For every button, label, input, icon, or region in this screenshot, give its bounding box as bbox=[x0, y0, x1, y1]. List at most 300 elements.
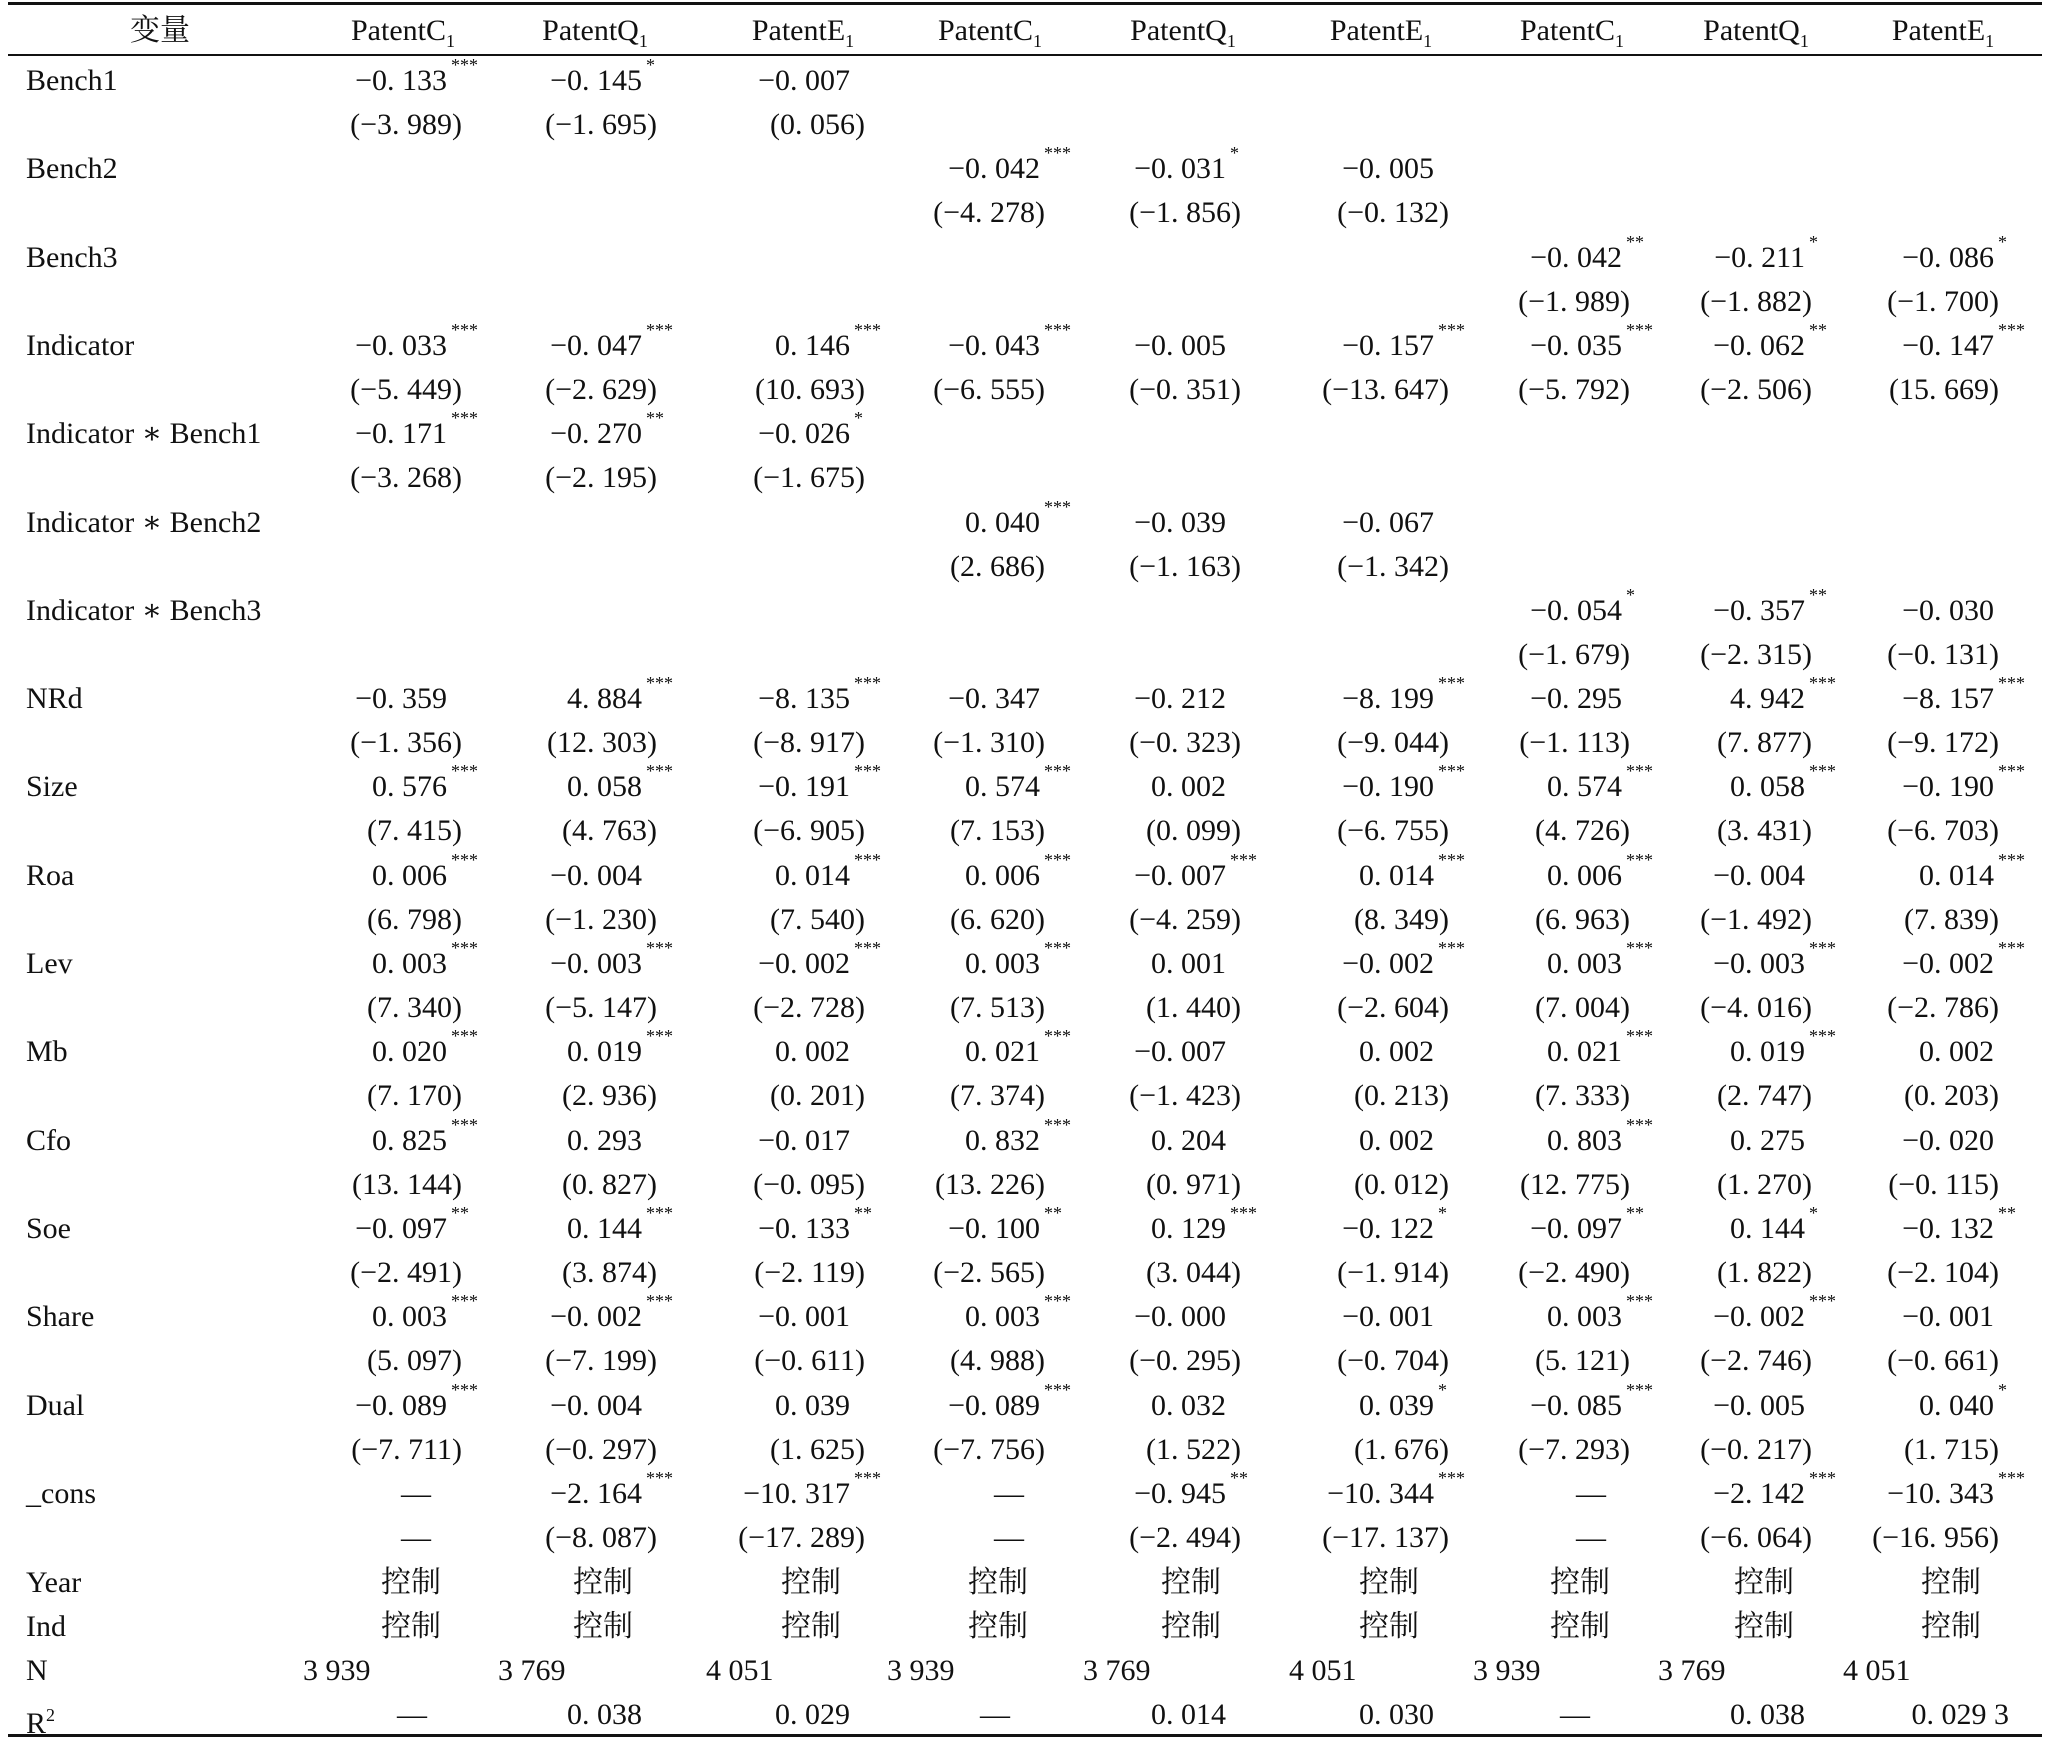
coefficient-cell bbox=[1902, 320, 2025, 365]
control-cell: 控制 bbox=[1734, 1566, 1794, 1599]
significance-stars: *** bbox=[1438, 850, 1465, 870]
row-label: Indicator ∗ Bench1 bbox=[26, 417, 262, 450]
coefficient-cell bbox=[1547, 850, 1653, 895]
n-cell: 3 939 bbox=[1473, 1654, 1541, 1687]
column-header-subscript: 1 bbox=[446, 31, 455, 51]
coefficient-value: 0. 058 bbox=[567, 770, 642, 803]
coefficient-cell bbox=[550, 938, 673, 983]
coefficient-cell bbox=[1530, 680, 1622, 718]
t-value-cell: (5. 121) bbox=[1535, 1344, 1630, 1377]
significance-stars: *** bbox=[1626, 938, 1653, 958]
t-value-cell: (−0. 217) bbox=[1700, 1433, 1812, 1466]
coefficient-value: −0. 945 bbox=[1134, 1477, 1226, 1510]
t-value-cell: (1. 522) bbox=[1146, 1433, 1241, 1466]
t-value-cell: (6. 963) bbox=[1535, 903, 1630, 936]
t-value-cell: (−6. 755) bbox=[1337, 814, 1449, 847]
coefficient-value: 0. 146 bbox=[775, 329, 850, 362]
t-value-cell: (−0. 704) bbox=[1337, 1344, 1449, 1377]
t-value-cell: (−2. 786) bbox=[1887, 991, 1999, 1024]
row-label: Cfo bbox=[26, 1124, 71, 1157]
t-value-cell: (0. 099) bbox=[1146, 814, 1241, 847]
coefficient-cell bbox=[355, 680, 447, 718]
column-header-name: PatentQ bbox=[1703, 14, 1800, 47]
significance-stars: *** bbox=[451, 1026, 478, 1046]
t-value-cell: (−2. 195) bbox=[545, 461, 657, 494]
t-value-cell: (4. 726) bbox=[1535, 814, 1630, 847]
coefficient-cell bbox=[550, 1291, 673, 1336]
significance-stars: *** bbox=[646, 1026, 673, 1046]
control-cell: 控制 bbox=[1734, 1610, 1794, 1643]
t-value-cell: (−7. 711) bbox=[351, 1433, 462, 1466]
coefficient-value: 0. 039 bbox=[1359, 1389, 1434, 1422]
coefficient-cell bbox=[1151, 768, 1226, 806]
control-cell: 控制 bbox=[381, 1566, 441, 1599]
t-value-cell: (2. 936) bbox=[562, 1079, 657, 1112]
row-label: Indicator ∗ Bench2 bbox=[26, 506, 262, 539]
n-cell: 4 051 bbox=[706, 1654, 774, 1687]
coefficient-value: −0. 005 bbox=[1342, 152, 1434, 185]
coefficient-value: −0. 086 bbox=[1902, 241, 1994, 274]
coefficient-cell bbox=[1134, 143, 1239, 188]
coefficient-value: −0. 020 bbox=[1902, 1124, 1994, 1157]
significance-stars: *** bbox=[1998, 761, 2025, 781]
coefficient-cell bbox=[1151, 1387, 1226, 1425]
coefficient-value: 0. 002 bbox=[1151, 770, 1226, 803]
significance-stars: ** bbox=[854, 1203, 872, 1223]
coefficient-value: −0. 067 bbox=[1342, 506, 1434, 539]
coefficient-value: −0. 039 bbox=[1134, 506, 1226, 539]
coefficient-cell bbox=[1530, 1203, 1644, 1248]
coefficient-cell bbox=[550, 1387, 642, 1425]
r2-cell: 0. 038 bbox=[567, 1698, 642, 1731]
coefficient-value: 0. 002 bbox=[1359, 1124, 1434, 1157]
coefficient-cell bbox=[1547, 938, 1653, 983]
coefficient-value: −0. 190 bbox=[1902, 770, 1994, 803]
coefficient-value: 0. 129 bbox=[1151, 1212, 1226, 1245]
significance-stars: * bbox=[1998, 1380, 2007, 1400]
t-value-cell: (−1. 492) bbox=[1700, 903, 1812, 936]
coefficient-cell bbox=[550, 55, 655, 100]
coefficient-value: −0. 089 bbox=[948, 1389, 1040, 1422]
t-value-cell: (−1. 113) bbox=[1519, 726, 1630, 759]
significance-stars: * bbox=[1626, 585, 1635, 605]
significance-stars: *** bbox=[1998, 850, 2025, 870]
t-value-cell: (−7. 199) bbox=[545, 1344, 657, 1377]
t-value-cell: (7. 153) bbox=[950, 814, 1045, 847]
coefficient-cell bbox=[355, 1203, 469, 1248]
column-header-name: PatentE bbox=[1891, 14, 1986, 47]
coefficient-cell bbox=[758, 673, 881, 718]
t-value-cell: (3. 044) bbox=[1146, 1256, 1241, 1289]
coefficient-value: −0. 042 bbox=[1530, 241, 1622, 274]
row-label bbox=[26, 1696, 55, 1743]
coefficient-value: 0. 014 bbox=[775, 859, 850, 892]
coefficient-cell bbox=[758, 761, 881, 806]
coefficient-value: −0. 017 bbox=[758, 1124, 850, 1157]
column-header bbox=[542, 12, 648, 60]
row-label: Indicator ∗ Bench3 bbox=[26, 594, 262, 627]
t-value-cell: (−1. 163) bbox=[1129, 550, 1241, 583]
r2-cell: 0. 038 bbox=[1730, 1698, 1805, 1731]
significance-stars: ** bbox=[1998, 1203, 2016, 1223]
t-value-cell: (12. 775) bbox=[1520, 1168, 1630, 1201]
coefficient-value: −0. 001 bbox=[1342, 1300, 1434, 1333]
t-value-cell: (0. 971) bbox=[1146, 1168, 1241, 1201]
t-value-cell: (7. 877) bbox=[1717, 726, 1812, 759]
column-header-subscript: 1 bbox=[1033, 31, 1042, 51]
coefficient-cell bbox=[1547, 761, 1653, 806]
t-value-cell: (7. 513) bbox=[950, 991, 1045, 1024]
coefficient-value: −0. 035 bbox=[1530, 329, 1622, 362]
coefficient-value: −0. 007 bbox=[1134, 1035, 1226, 1068]
coefficient-cell bbox=[355, 1380, 478, 1425]
significance-stars: *** bbox=[1626, 1115, 1653, 1135]
coefficient-cell bbox=[1730, 761, 1836, 806]
coefficient-value: −0. 002 bbox=[1342, 947, 1434, 980]
coefficient-value: −0. 007 bbox=[1134, 859, 1226, 892]
t-value-cell: (−8. 087) bbox=[545, 1521, 657, 1554]
coefficient-cell bbox=[948, 143, 1071, 188]
t-value-cell: (13. 144) bbox=[352, 1168, 462, 1201]
top-rule bbox=[8, 2, 2042, 5]
coefficient-value: −2. 164 bbox=[550, 1477, 642, 1510]
significance-stars: *** bbox=[451, 938, 478, 958]
significance-stars: *** bbox=[1044, 761, 1071, 781]
coefficient-cell bbox=[775, 1387, 850, 1425]
coefficient-value: −0. 085 bbox=[1530, 1389, 1622, 1422]
significance-stars: * bbox=[1809, 232, 1818, 252]
coefficient-value: 0. 825 bbox=[372, 1124, 447, 1157]
n-cell: 4 051 bbox=[1843, 1654, 1911, 1687]
significance-stars: *** bbox=[451, 1291, 478, 1311]
coefficient-cell bbox=[1713, 938, 1836, 983]
coefficient-cell bbox=[775, 1033, 850, 1071]
significance-stars: *** bbox=[1998, 673, 2025, 693]
coefficient-cell bbox=[948, 320, 1071, 365]
coefficient-value: 0. 021 bbox=[1547, 1035, 1622, 1068]
t-value-cell: (6. 620) bbox=[950, 903, 1045, 936]
coefficient-cell bbox=[1134, 1468, 1248, 1513]
column-header-name: PatentQ bbox=[1130, 14, 1227, 47]
t-value-cell: (15. 669) bbox=[1889, 373, 1999, 406]
significance-stars: *** bbox=[1438, 673, 1465, 693]
coefficient-value: −0. 097 bbox=[1530, 1212, 1622, 1245]
t-value-cell: (−2. 565) bbox=[933, 1256, 1045, 1289]
t-value-cell: (−2. 728) bbox=[753, 991, 865, 1024]
t-value-cell: (−3. 989) bbox=[350, 108, 462, 141]
t-value-cell: (−7. 293) bbox=[1518, 1433, 1630, 1466]
coefficient-value: −0. 033 bbox=[355, 329, 447, 362]
coefficient-value: −0. 295 bbox=[1530, 682, 1622, 715]
coefficient-cell bbox=[758, 1122, 850, 1160]
coefficient-cell bbox=[758, 408, 863, 453]
coefficient-cell bbox=[567, 761, 673, 806]
significance-stars: *** bbox=[1044, 497, 1071, 517]
coefficient-cell bbox=[758, 1298, 850, 1336]
coefficient-value: −0. 026 bbox=[758, 417, 850, 450]
control-cell: 控制 bbox=[1921, 1610, 1981, 1643]
coefficient-cell bbox=[1134, 850, 1257, 895]
row-label: Roa bbox=[26, 859, 75, 892]
coefficient-cell bbox=[567, 1203, 673, 1248]
coefficient-cell bbox=[758, 1203, 872, 1248]
coefficient-value: 0. 019 bbox=[1730, 1035, 1805, 1068]
significance-stars: ** bbox=[1626, 1203, 1644, 1223]
coefficient-cell bbox=[1713, 320, 1827, 365]
t-value-cell: (13. 226) bbox=[935, 1168, 1045, 1201]
coefficient-cell bbox=[372, 938, 478, 983]
coefficient-value: 0. 003 bbox=[372, 1300, 447, 1333]
significance-stars: *** bbox=[1044, 143, 1071, 163]
coefficient-cell bbox=[1134, 1298, 1226, 1336]
coefficient-cell bbox=[1134, 327, 1226, 365]
row-label: Share bbox=[26, 1300, 95, 1333]
column-header-subscript: 1 bbox=[845, 31, 855, 51]
coefficient-value: −0. 062 bbox=[1713, 329, 1805, 362]
coefficient-cell bbox=[965, 1115, 1071, 1160]
coefficient-cell bbox=[965, 938, 1071, 983]
significance-stars: * bbox=[1438, 1203, 1447, 1223]
significance-stars: *** bbox=[1626, 761, 1653, 781]
t-value-cell: (−0. 323) bbox=[1129, 726, 1241, 759]
coefficient-cell bbox=[1730, 673, 1836, 718]
significance-stars: *** bbox=[1044, 1026, 1071, 1046]
control-cell: 控制 bbox=[781, 1566, 841, 1599]
significance-stars: ** bbox=[451, 1203, 469, 1223]
n-cell: 3 939 bbox=[303, 1654, 371, 1687]
column-header-name: PatentE bbox=[1329, 14, 1424, 47]
t-value-cell: (−0. 297) bbox=[545, 1433, 657, 1466]
column-header bbox=[938, 12, 1042, 60]
t-value-cell: (7. 374) bbox=[950, 1079, 1045, 1112]
coefficient-value: 0. 002 bbox=[775, 1035, 850, 1068]
control-cell: 控制 bbox=[1550, 1566, 1610, 1599]
column-header-name: PatentQ bbox=[542, 14, 639, 47]
coefficient-cell bbox=[1151, 1122, 1226, 1160]
t-value-cell: (−6. 555) bbox=[933, 373, 1045, 406]
coefficient-cell bbox=[567, 673, 673, 718]
significance-stars: *** bbox=[1998, 1468, 2025, 1488]
t-value-cell: (10. 693) bbox=[755, 373, 865, 406]
coefficient-cell bbox=[1342, 150, 1434, 188]
coefficient-value: 0. 574 bbox=[965, 770, 1040, 803]
coefficient-cell bbox=[355, 320, 478, 365]
t-value-cell: (8. 349) bbox=[1354, 903, 1449, 936]
coefficient-cell bbox=[1576, 1475, 1606, 1513]
significance-stars: *** bbox=[1626, 320, 1653, 340]
control-cell: 控制 bbox=[781, 1610, 841, 1643]
significance-stars: ** bbox=[1230, 1468, 1248, 1488]
r2-cell: — bbox=[980, 1698, 1010, 1731]
t-value-cell: (3. 431) bbox=[1717, 814, 1812, 847]
coefficient-cell bbox=[1359, 1033, 1434, 1071]
significance-stars: ** bbox=[1809, 320, 1827, 340]
t-value-cell: (2. 686) bbox=[950, 550, 1045, 583]
coefficient-value: −0. 002 bbox=[1902, 947, 1994, 980]
r2-superscript: 2 bbox=[46, 1705, 56, 1725]
column-header bbox=[752, 12, 854, 60]
coefficient-value: −0. 347 bbox=[948, 682, 1040, 715]
coefficient-cell bbox=[1730, 1026, 1836, 1071]
coefficient-cell bbox=[401, 1475, 431, 1513]
significance-stars: *** bbox=[1998, 938, 2025, 958]
t-value-cell: (−1. 230) bbox=[545, 903, 657, 936]
coefficient-cell bbox=[1713, 1291, 1836, 1336]
coefficient-value: 0. 019 bbox=[567, 1035, 642, 1068]
t-value-cell: (5. 097) bbox=[367, 1344, 462, 1377]
column-header bbox=[1703, 12, 1809, 60]
t-value-cell: (−0. 661) bbox=[1887, 1344, 1999, 1377]
t-value-cell: (−4. 259) bbox=[1129, 903, 1241, 936]
row-label: Bench2 bbox=[26, 152, 118, 185]
r2-cell: 0. 029 bbox=[775, 1698, 850, 1731]
t-value-cell: — bbox=[1576, 1521, 1606, 1554]
r2-cell: 0. 014 bbox=[1151, 1698, 1226, 1731]
t-value-cell: (−2. 491) bbox=[350, 1256, 462, 1289]
coefficient-value: −8. 199 bbox=[1342, 682, 1434, 715]
coefficient-cell bbox=[567, 1122, 642, 1160]
coefficient-value: 0. 014 bbox=[1919, 859, 1994, 892]
coefficient-value: — bbox=[401, 1477, 431, 1510]
t-value-cell: (−16. 956) bbox=[1872, 1521, 1999, 1554]
coefficient-cell bbox=[1902, 592, 1994, 630]
significance-stars: *** bbox=[451, 408, 478, 428]
coefficient-cell bbox=[1134, 1033, 1226, 1071]
t-value-cell: (−1. 356) bbox=[350, 726, 462, 759]
coefficient-value: −0. 003 bbox=[550, 947, 642, 980]
t-value-cell: — bbox=[994, 1521, 1024, 1554]
t-value-cell: (−6. 703) bbox=[1887, 814, 1999, 847]
significance-stars: *** bbox=[1626, 1026, 1653, 1046]
column-header-subscript: 1 bbox=[638, 31, 648, 51]
coefficient-cell bbox=[550, 1468, 673, 1513]
coefficient-value: 0. 006 bbox=[372, 859, 447, 892]
significance-stars: *** bbox=[1809, 673, 1836, 693]
coefficient-cell bbox=[1327, 1468, 1465, 1513]
coefficient-value: −0. 357 bbox=[1713, 594, 1805, 627]
r2-cell: — bbox=[397, 1698, 427, 1731]
t-value-cell: (−9. 172) bbox=[1887, 726, 1999, 759]
t-value-cell: (0. 827) bbox=[562, 1168, 657, 1201]
coefficient-cell bbox=[1713, 1468, 1836, 1513]
significance-stars: *** bbox=[1809, 938, 1836, 958]
t-value-cell: (−0. 132) bbox=[1337, 196, 1449, 229]
t-value-cell: (−1. 914) bbox=[1337, 1256, 1449, 1289]
r2-cell: 0. 029 3 bbox=[1911, 1698, 2009, 1731]
coefficient-value: 0. 003 bbox=[1547, 1300, 1622, 1333]
t-value-cell: (0. 012) bbox=[1354, 1168, 1449, 1201]
t-value-cell: (−9. 044) bbox=[1337, 726, 1449, 759]
coefficient-value: −0. 002 bbox=[758, 947, 850, 980]
coefficient-cell bbox=[1359, 850, 1465, 895]
significance-stars: *** bbox=[1809, 1468, 1836, 1488]
significance-stars: *** bbox=[1044, 320, 1071, 340]
coefficient-value: 0. 006 bbox=[965, 859, 1040, 892]
coefficient-cell bbox=[994, 1475, 1024, 1513]
t-value-cell: (4. 988) bbox=[950, 1344, 1045, 1377]
coefficient-cell bbox=[743, 1468, 881, 1513]
column-header-subscript: 1 bbox=[1799, 31, 1809, 51]
t-value-cell: (−2. 104) bbox=[1887, 1256, 1999, 1289]
coefficient-cell bbox=[965, 1026, 1071, 1071]
control-cell: 控制 bbox=[1161, 1610, 1221, 1643]
significance-stars: *** bbox=[451, 850, 478, 870]
column-header-subscript: 1 bbox=[1423, 31, 1433, 51]
control-cell: 控制 bbox=[1359, 1566, 1419, 1599]
column-header bbox=[351, 12, 455, 60]
n-cell: 3 939 bbox=[887, 1654, 955, 1687]
coefficient-cell bbox=[372, 1115, 478, 1160]
coefficient-cell bbox=[1714, 232, 1818, 277]
t-value-cell: (−5. 449) bbox=[350, 373, 462, 406]
coefficient-value: −0. 004 bbox=[1713, 859, 1805, 892]
significance-stars: *** bbox=[1044, 938, 1071, 958]
coefficient-cell bbox=[1530, 585, 1635, 630]
significance-stars: *** bbox=[1044, 1291, 1071, 1311]
t-value-cell: (−2. 506) bbox=[1700, 373, 1812, 406]
coefficient-value: 0. 144 bbox=[567, 1212, 642, 1245]
t-value-cell: (−2. 494) bbox=[1129, 1521, 1241, 1554]
coefficient-value: 0. 576 bbox=[372, 770, 447, 803]
significance-stars: *** bbox=[451, 1115, 478, 1135]
coefficient-value: −0. 043 bbox=[948, 329, 1040, 362]
significance-stars: *** bbox=[1044, 1380, 1071, 1400]
coefficient-value: 0. 021 bbox=[965, 1035, 1040, 1068]
row-label: Bench1 bbox=[26, 64, 118, 97]
significance-stars: *** bbox=[646, 1468, 673, 1488]
significance-stars: ** bbox=[1809, 585, 1827, 605]
t-value-cell: (−6. 064) bbox=[1700, 1521, 1812, 1554]
significance-stars: ** bbox=[1626, 232, 1644, 252]
coefficient-cell bbox=[550, 320, 673, 365]
t-value-cell: (−2. 490) bbox=[1518, 1256, 1630, 1289]
coefficient-cell bbox=[1342, 1203, 1447, 1248]
t-value-cell: (−3. 268) bbox=[350, 461, 462, 494]
coefficient-cell bbox=[355, 55, 478, 100]
significance-stars: *** bbox=[1809, 1291, 1836, 1311]
t-value-cell: (−8. 917) bbox=[753, 726, 865, 759]
t-value-cell: (−5. 147) bbox=[545, 991, 657, 1024]
significance-stars: *** bbox=[854, 320, 881, 340]
coefficient-value: −0. 359 bbox=[355, 682, 447, 715]
column-header bbox=[1520, 12, 1624, 60]
coefficient-value: — bbox=[994, 1477, 1024, 1510]
t-value-cell: (6. 798) bbox=[367, 903, 462, 936]
t-value-cell: (−1. 695) bbox=[545, 108, 657, 141]
t-value-cell: (−7. 756) bbox=[933, 1433, 1045, 1466]
coefficient-value: 0. 014 bbox=[1359, 859, 1434, 892]
row-label: Ind bbox=[26, 1610, 66, 1643]
t-value-cell: (7. 170) bbox=[367, 1079, 462, 1112]
significance-stars: ** bbox=[1044, 1203, 1062, 1223]
significance-stars: *** bbox=[1438, 1468, 1465, 1488]
coefficient-value: −0. 132 bbox=[1902, 1212, 1994, 1245]
row-label: Soe bbox=[26, 1212, 71, 1245]
coefficient-value: −8. 135 bbox=[758, 682, 850, 715]
coefficient-value: −10. 317 bbox=[743, 1477, 850, 1510]
coefficient-value: 0. 002 bbox=[1919, 1035, 1994, 1068]
t-value-cell: (−2. 746) bbox=[1700, 1344, 1812, 1377]
significance-stars: *** bbox=[646, 673, 673, 693]
control-cell: 控制 bbox=[968, 1566, 1028, 1599]
coefficient-cell bbox=[1530, 1380, 1653, 1425]
coefficient-cell bbox=[1530, 320, 1653, 365]
coefficient-cell bbox=[1730, 1203, 1818, 1248]
coefficient-value: 0. 574 bbox=[1547, 770, 1622, 803]
t-value-cell: (−1. 679) bbox=[1518, 638, 1630, 671]
t-value-cell: (−4. 016) bbox=[1700, 991, 1812, 1024]
coefficient-cell bbox=[1919, 1033, 1994, 1071]
